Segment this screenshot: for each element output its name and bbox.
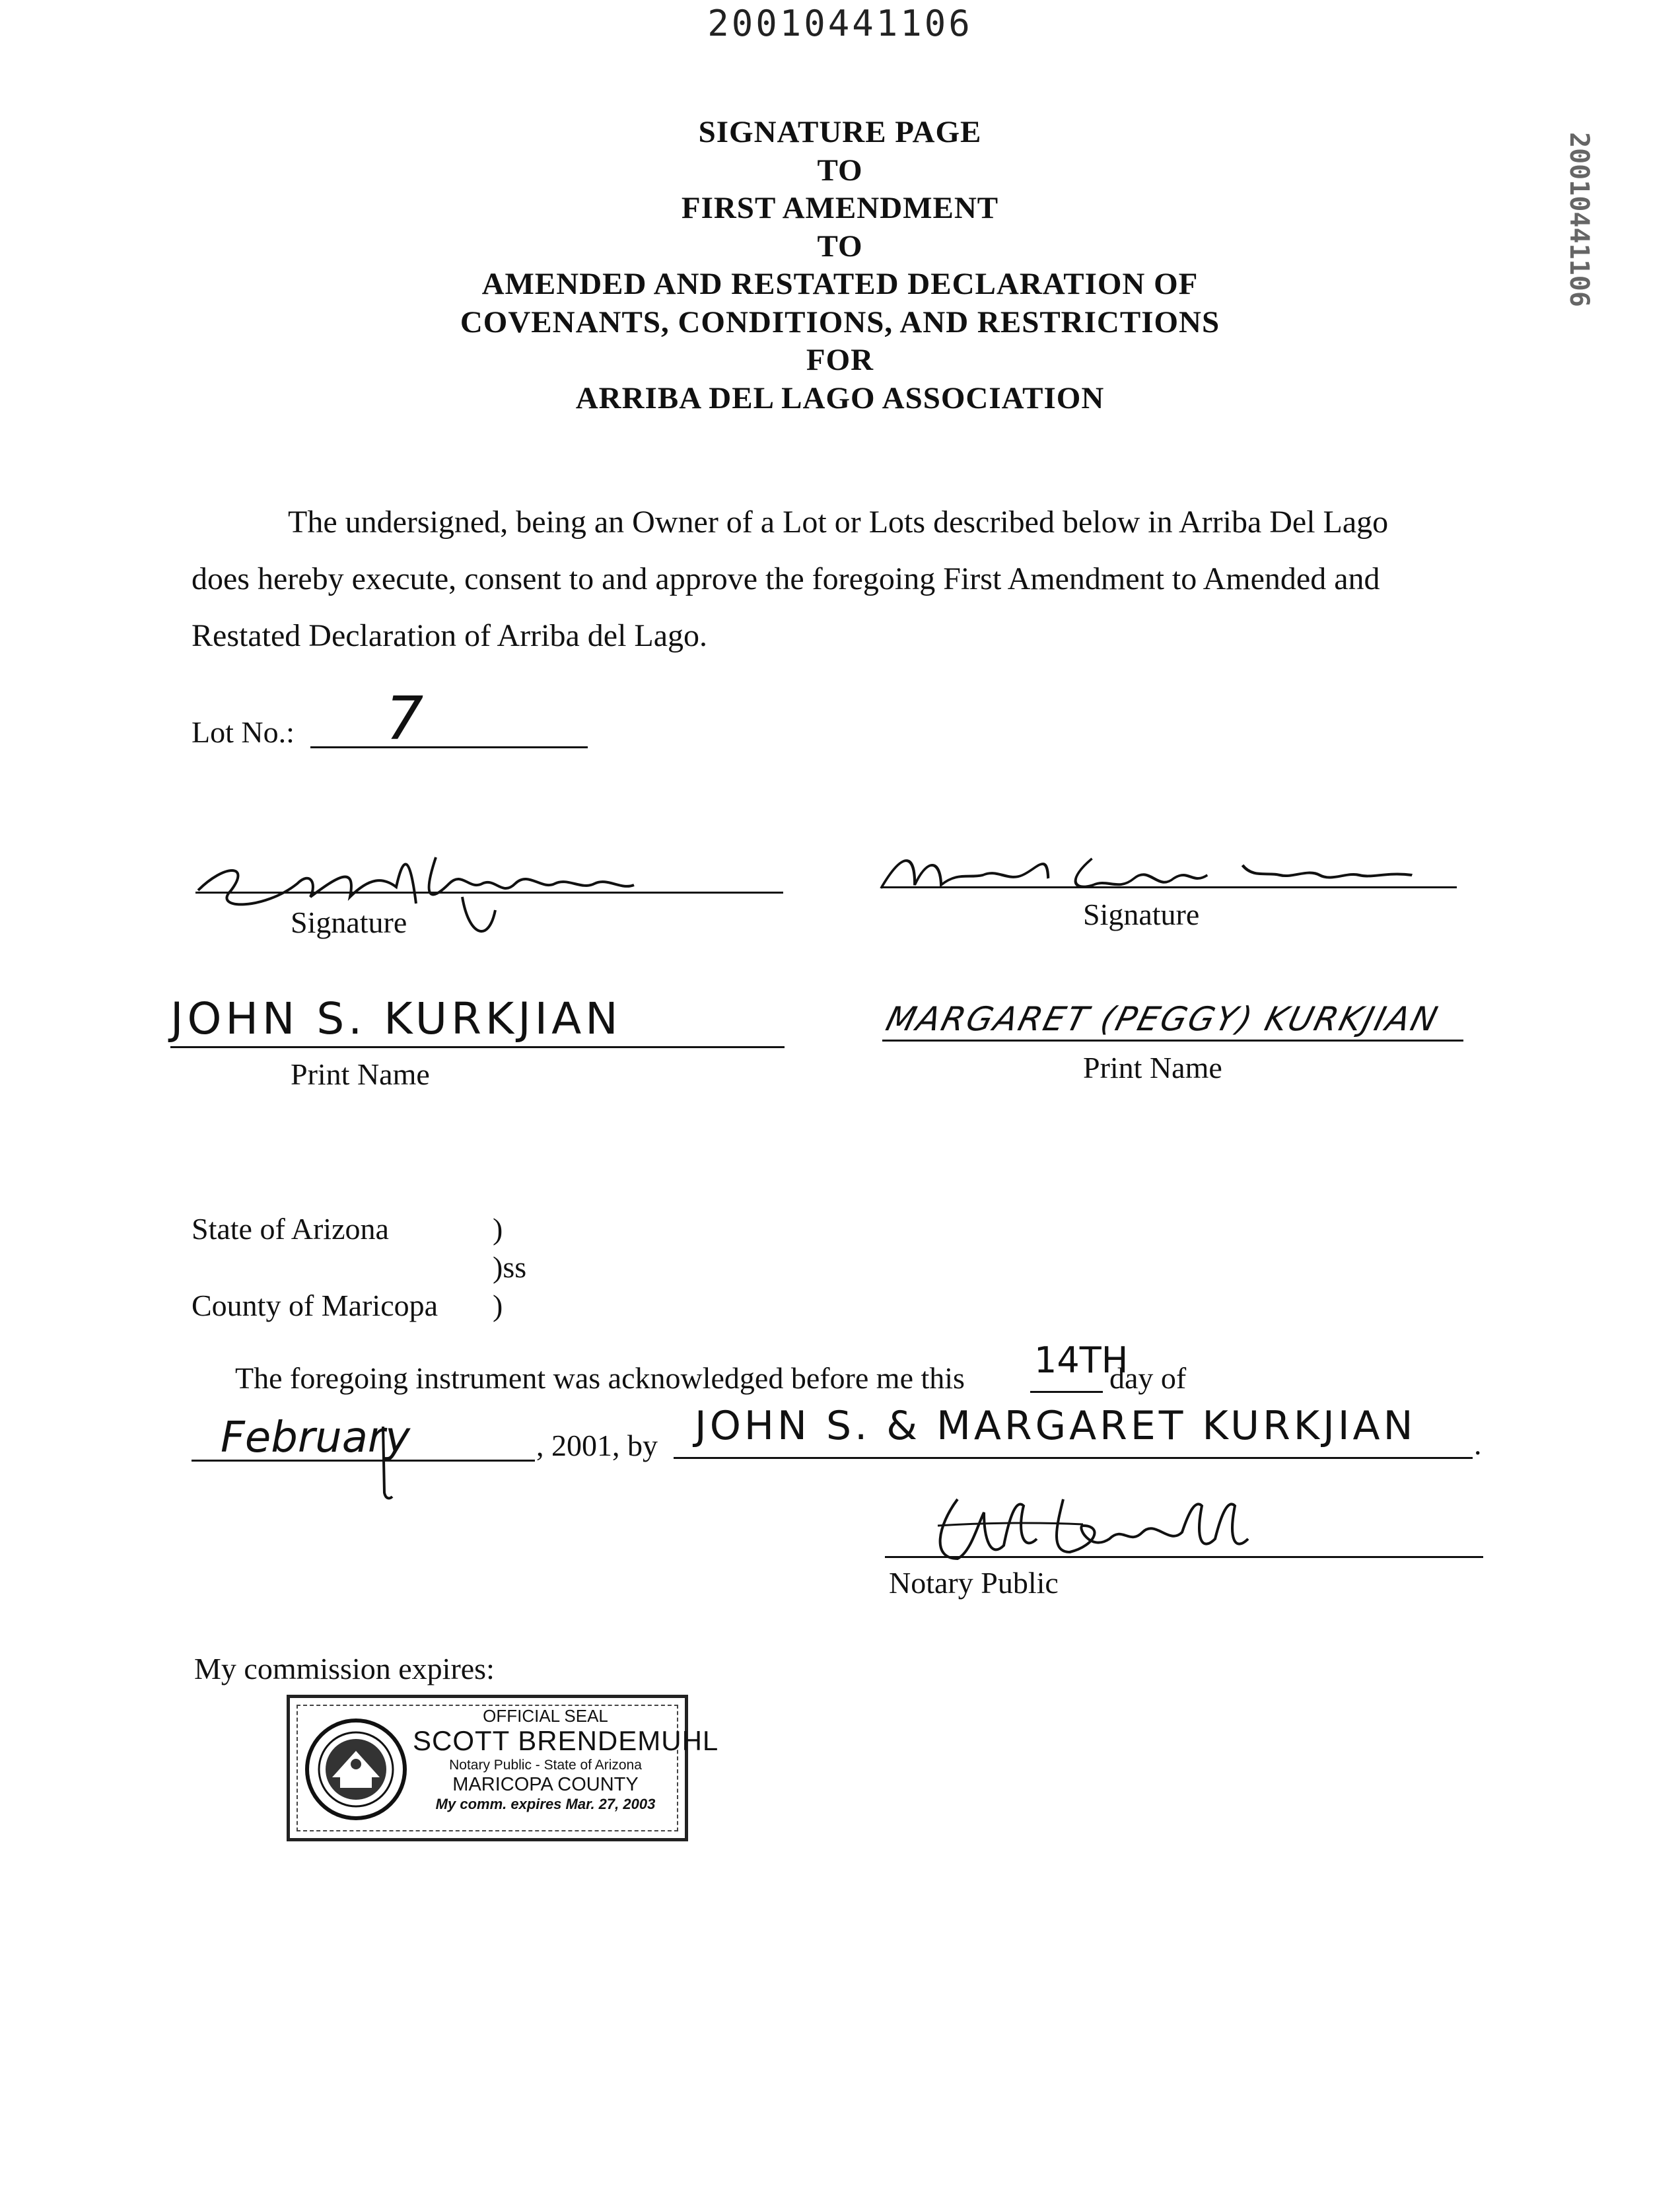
seal-state: Notary Public - State of Arizona bbox=[449, 1757, 642, 1773]
seal-expiration: My comm. expires Mar. 27, 2003 bbox=[435, 1796, 656, 1812]
left-print-name-label: Print Name bbox=[291, 1057, 430, 1091]
notary-public-label: Notary Public bbox=[889, 1566, 1059, 1600]
title-line: TO bbox=[817, 153, 863, 188]
by-line bbox=[674, 1457, 1473, 1459]
venue-paren-bottom: ) bbox=[493, 1289, 503, 1322]
right-print-name-label: Print Name bbox=[1083, 1051, 1222, 1084]
acknowledgment-end-period: . bbox=[1474, 1427, 1482, 1461]
title-line: FIRST AMENDMENT bbox=[681, 191, 999, 225]
title-line: AMENDED AND RESTATED DECLARATION OF bbox=[481, 267, 1199, 301]
month-line bbox=[192, 1460, 535, 1462]
day-line bbox=[1030, 1391, 1103, 1393]
lot-number-label: Lot No.: bbox=[192, 715, 295, 749]
notary-signature-line bbox=[885, 1556, 1483, 1558]
left-signature-line bbox=[195, 892, 783, 894]
acknowledgment-by-value: JOHN S. & MARGARET KURKJIAN bbox=[695, 1403, 1417, 1449]
document-number: 20010441106 bbox=[707, 3, 973, 44]
acknowledgment-day-value: 14TH bbox=[1034, 1339, 1129, 1381]
venue-county: County of Maricopa bbox=[192, 1289, 438, 1322]
acknowledgment-year-text: , 2001, by bbox=[536, 1429, 658, 1462]
seal-official-seal: OFFICIAL SEAL bbox=[483, 1706, 608, 1726]
right-print-name-value: MARGARET (PEGGY) KURKJIAN bbox=[882, 1000, 1444, 1038]
paragraph-line: The undersigned, being an Owner of a Lot or Lots described below in Arriba Del Lago bbox=[288, 505, 1389, 540]
venue-state: State of Arizona bbox=[192, 1212, 389, 1246]
acknowledgment-day-suffix: day of bbox=[1109, 1361, 1187, 1395]
left-print-name-line bbox=[170, 1046, 785, 1048]
venue-paren-ss: )ss bbox=[493, 1250, 527, 1284]
title-line: FOR bbox=[806, 343, 874, 377]
paragraph-line: Restated Declaration of Arriba del Lago. bbox=[192, 618, 708, 653]
acknowledgment-prefix: The foregoing instrument was acknowledged before me this bbox=[235, 1361, 965, 1395]
side-recording-stamp: 20010441106 bbox=[1564, 132, 1594, 307]
acknowledgment-month-value: February bbox=[221, 1413, 411, 1462]
seal-county: MARICOPA COUNTY bbox=[452, 1774, 639, 1795]
right-signature-line bbox=[882, 886, 1457, 888]
notary-seal-stamp bbox=[287, 1695, 719, 1841]
month-pen-stroke bbox=[370, 1420, 396, 1506]
right-print-name-line bbox=[882, 1040, 1463, 1042]
title-line: COVENANTS, CONDITIONS, AND RESTRICTIONS bbox=[460, 304, 1220, 339]
john-kurkjian-signature bbox=[185, 837, 660, 950]
document-title bbox=[0, 114, 1680, 417]
left-signature-label: Signature bbox=[291, 905, 407, 939]
right-signature-label: Signature bbox=[1083, 898, 1200, 931]
title-line: ARRIBA DEL LAGO ASSOCIATION bbox=[575, 380, 1105, 415]
arizona-state-seal-icon bbox=[303, 1717, 409, 1822]
seal-notary-name: SCOTT BRENDEMUHL bbox=[413, 1725, 719, 1756]
lot-number-line bbox=[310, 746, 588, 748]
paragraph-line: does hereby execute, consent to and approve the foregoing First Amendment to Amended and bbox=[192, 561, 1380, 596]
title-line: TO bbox=[817, 229, 863, 264]
venue-paren-top: ) bbox=[493, 1212, 503, 1246]
commission-expires-label: My commission expires: bbox=[194, 1652, 495, 1685]
consent-paragraph bbox=[192, 494, 1459, 664]
left-print-name-value: JOHN S. KURKJIAN bbox=[170, 993, 622, 1044]
notary-signature bbox=[911, 1486, 1255, 1572]
lot-number-value: 7 bbox=[386, 684, 424, 754]
title-line: SIGNATURE PAGE bbox=[698, 115, 982, 149]
